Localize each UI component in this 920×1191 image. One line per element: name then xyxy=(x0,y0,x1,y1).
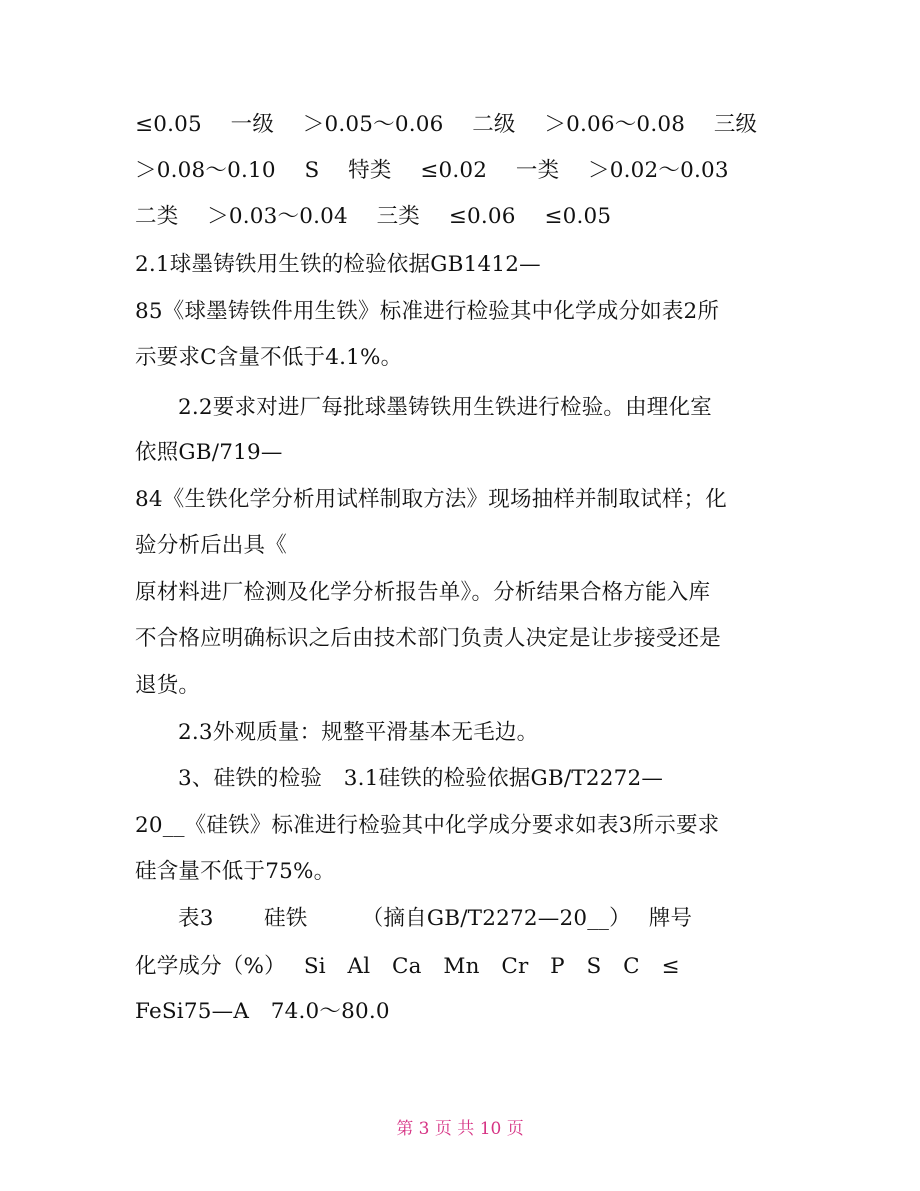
text-line-11: 原材料进厂检测及化学分析报告单》。分析结果合格方能入库 xyxy=(135,580,711,605)
text-line-13: 退货。 xyxy=(135,673,201,698)
text-line-5: 85《球墨铸铁件用生铁》标准进行检验其中化学成分如表2所 xyxy=(135,299,720,324)
text-line-6: 示要求C含量不低于4.1%。 xyxy=(135,345,403,370)
text-line-16: 20__《硅铁》标准进行检验其中化学成分要求如表3所示要求 xyxy=(135,813,720,838)
text-line-10: 验分析后出具《 xyxy=(135,533,287,558)
text-line-14: 2.3外观质量：规整平滑基本无毛边。 xyxy=(178,720,539,745)
text-line-12: 不合格应明确标识之后由技术部门负责人决定是让步接受还是 xyxy=(135,626,721,651)
text-line-7: 2.2要求对进厂每批球墨铸铁用生铁进行检验。由理化室 xyxy=(178,395,712,420)
text-line-2: ＞0.08～0.10 S 特类 ≤0.02 一类 ＞0.02～0.03 xyxy=(135,158,729,183)
text-line-15: 3、硅铁的检验 3.1硅铁的检验依据GB/T2272— xyxy=(178,766,664,791)
page-number-footer: 第 3 页 共 10 页 xyxy=(396,1119,524,1139)
text-line-1: ≤0.05 一级 ＞0.05～0.06 二级 ＞0.06～0.08 三级 xyxy=(135,112,758,137)
text-line-8: 依照GB/719— xyxy=(135,440,283,465)
text-line-4: 2.1球墨铸铁用生铁的检验依据GB1412— xyxy=(135,252,541,277)
text-line-19: 化学成分（%） Si Al Ca Mn Cr P S C ≤ xyxy=(135,954,680,979)
text-line-20: FeSi75—A 74.0～80.0 xyxy=(135,999,390,1024)
text-line-9: 84《生铁化学分析用试样制取方法》现场抽样并制取试样；化 xyxy=(135,487,727,512)
text-line-18: 表3 硅铁 （摘自GB/T2272—20__） 牌号 xyxy=(178,906,693,931)
text-line-3: 二类 ＞0.03～0.04 三类 ≤0.06 ≤0.05 xyxy=(135,204,612,229)
text-line-17: 硅含量不低于75%。 xyxy=(135,859,336,884)
